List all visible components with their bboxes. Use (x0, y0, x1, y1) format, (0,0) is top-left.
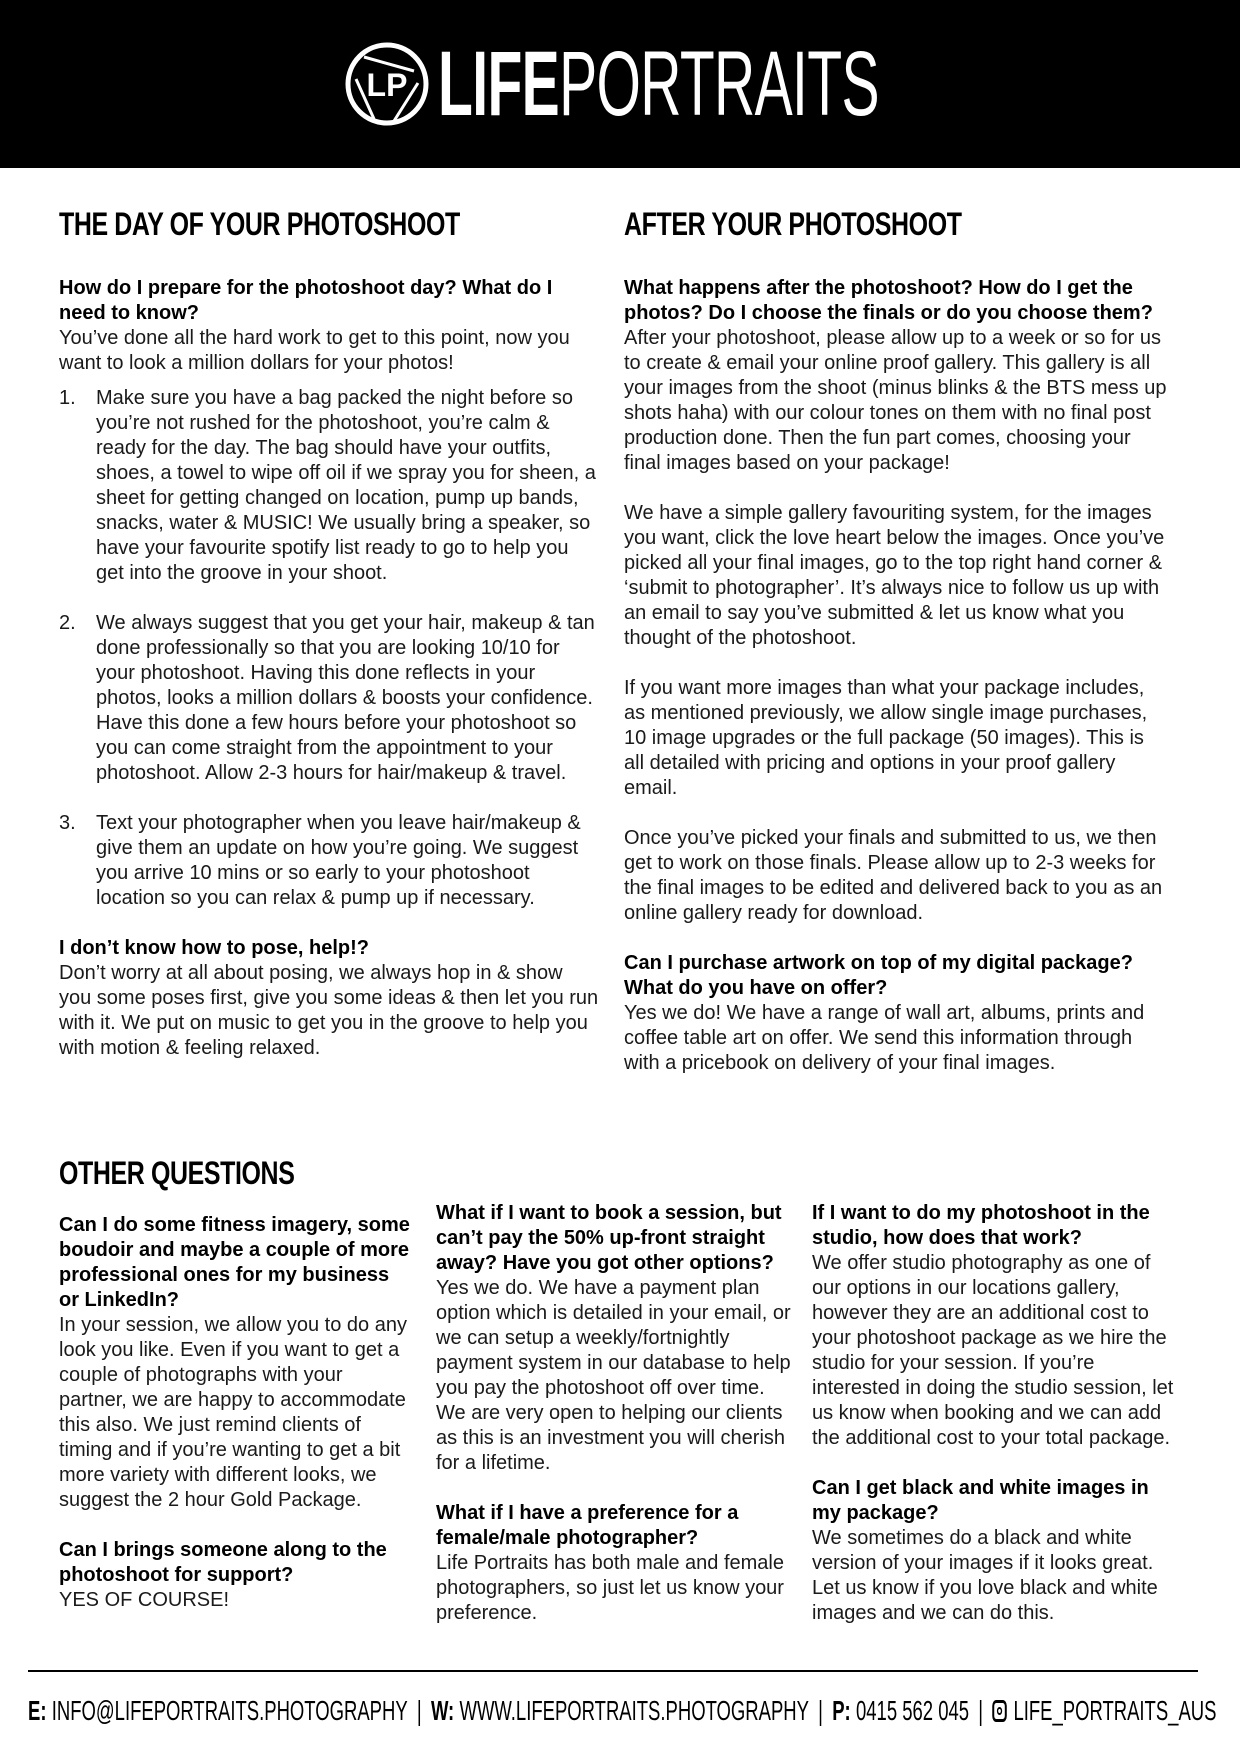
after-question-2: Can I purchase artwork on top of my digital package? What do you have on offer? (624, 952, 1133, 999)
brand-logo (344, 33, 1149, 135)
day-answer-1: You’ve done all the hard work to get to this point, now you want to look a million dollars for your photos! (59, 327, 570, 374)
other-col2-answer-1: Yes we do. We have a payment plan option which is detailed in your email, or we can setup a weekly/fortnightly payment system in our database to help you pay the photoshoot off over time. We are very open to helping our clients as this is an investment you will cherish for a lifetime. (436, 1277, 791, 1474)
footer-divider (28, 1670, 1198, 1672)
phone-label: P: (832, 1695, 851, 1726)
prep-steps-list (59, 386, 599, 911)
website-link[interactable]: WWW.LIFEPORTRAITS.PHOTOGRAPHY (459, 1695, 809, 1726)
other-col1-answer-1: In your session, we allow you to do any look you like. Even if you want to get a couple of photographs with your partner, we are happy to accommodate this also. We just remind clients of timing and if you’re wanting to get a bit more variety with different looks, we suggest the 2 hour Gold Package. (59, 1314, 407, 1511)
other-col-1 (59, 1213, 414, 1613)
after-question-1: What happens after the photoshoot? How do I get the photos? Do I choose the finals or do you choose them? (624, 277, 1153, 324)
step-text: Text your photographer when you leave hair/makeup & give them an update on how you’re going. We suggest you arrive 10 mins or so early to your photoshoot location so you can relax & pump up if necessary. (96, 812, 581, 909)
step-number: 1. (59, 387, 76, 409)
after-paragraph-4: Once you’ve picked your finals and submitted to us, we then get to work on those finals. Please allow up to 2-3 weeks for the final images to be edited and delivered back to you as an online gallery ready for download. (624, 827, 1163, 924)
list-item (59, 386, 599, 586)
day-answer-2: Don’t worry at all about posing, we always hop in & show you some poses first, give you some ideas & then let you run with it. We put on music to get you in the groove to help you with motion & feeling relaxed. (59, 962, 599, 1059)
other-col-3 (812, 1201, 1182, 1626)
other-col1-question-1: Can I do some fitness imagery, some boudoir and maybe a couple of more professional ones for my business or LinkedIn? (59, 1214, 410, 1311)
header-banner (0, 0, 1240, 168)
day-section (59, 206, 599, 1061)
brand-name-light: PORTRAITS (559, 33, 879, 135)
step-number: 2. (59, 612, 76, 634)
after-section (624, 206, 1169, 1076)
other-title-wrap (59, 1155, 459, 1191)
footer-separator: | (978, 1695, 984, 1726)
instagram-link[interactable]: LIFE_PORTRAITS_AUS (1013, 1695, 1217, 1726)
footer-separator: | (818, 1695, 823, 1726)
day-question-1: How do I prepare for the photoshoot day? What do I need to know? (59, 277, 553, 324)
other-col2-answer-2: Life Portraits has both male and female photographers, so just let us know your preference. (436, 1552, 784, 1624)
other-col2-question-1: What if I want to book a session, but can’t pay the 50% up-front straight away? Have you got other options? (436, 1202, 782, 1274)
other-title: OTHER QUESTIONS (59, 1155, 295, 1191)
step-number: 3. (59, 812, 76, 834)
after-answer-2: Yes we do! We have a range of wall art, albums, prints and coffee table art on offer. We send this information through with a pricebook on delivery of your final images. (624, 1002, 1145, 1074)
day-question-2: I don’t know how to pose, help!? (59, 937, 369, 959)
web-label: W: (430, 1695, 455, 1726)
email-label: E: (28, 1695, 47, 1726)
step-text: We always suggest that you get your hair, makeup & tan done professionally so that you are looking 10/10 for your photoshoot. Having this done reflects in your photos, looks a million dollars & boosts your confidence. Have this done a few hours before your photoshoot so you can come straight from the appointment to your photoshoot. Allow 2-3 hours for hair/makeup & travel. (96, 612, 595, 784)
brand-name-bold: LIFE (438, 33, 560, 135)
aperture-logo-icon (344, 41, 430, 127)
other-col-2 (436, 1201, 791, 1626)
email-link[interactable]: INFO@LIFEPORTRAITS.PHOTOGRAPHY (51, 1695, 408, 1726)
after-paragraph-2: We have a simple gallery favouriting system, for the images you want, click the love heart below the images. Once you’ve picked all your final images, go to the top right hand corner & ‘submit to photographer’. It’s always nice to follow us up with an email to say you’ve submitted & let us know what you thought of the photoshoot. (624, 502, 1165, 649)
contact-footer (28, 1693, 1217, 1729)
instagram-icon (992, 1700, 1007, 1722)
other-col3-answer-2: We sometimes do a black and white version of your images if it looks great. Let us know if you love black and white images and we can do this. (812, 1527, 1158, 1624)
after-paragraph-3: If you want more images than what your package includes, as mentioned previously, we allow single image purchases, 10 image upgrades or the full package (50 images). This is all detailed with pricing and options in your proof gallery email. (624, 677, 1148, 799)
after-paragraph-1: After your photoshoot, please allow up to a week or so for us to create & email your online proof gallery. This gallery is all your images from the shoot (minus blinks & the BTS mess up shots haha) with our colour tones on them with no final post production done. Then the fun part comes, choosing your final images based on your package! (624, 327, 1167, 474)
brand-wordmark (438, 33, 879, 135)
phone-link[interactable]: 0415 562 045 (855, 1695, 970, 1726)
other-col1-question-2: Can I brings someone along to the photoshoot for support? (59, 1539, 387, 1586)
other-col1-answer-2: YES OF COURSE! (59, 1589, 230, 1611)
footer-separator: | (416, 1695, 422, 1726)
other-col3-question-1: If I want to do my photoshoot in the studio, how does that work? (812, 1202, 1150, 1249)
other-col3-question-2: Can I get black and white images in my package? (812, 1477, 1149, 1524)
other-col2-question-2: What if I have a preference for a female/male photographer? (436, 1502, 739, 1549)
list-item (59, 611, 599, 786)
list-item (59, 811, 599, 911)
logo-monogram: LP (366, 67, 408, 103)
other-col3-answer-1: We offer studio photography as one of our options in our locations gallery, however they are an additional cost to your photoshoot package as we hire the studio for your session. If you’re interested in doing the studio session, let us know when booking and we can add the additional cost to your total package. (812, 1252, 1174, 1449)
after-title: AFTER YOUR PHOTOSHOOT (624, 206, 962, 242)
step-text: Make sure you have a bag packed the night before so you’re not rushed for the photoshoot, you’re calm & ready for the day. The bag should have your outfits, shoes, a towel to wipe off oil if we spray you for sheen, a sheet for getting changed on location, pump up bands, snacks, water & MUSIC! We usually bring a speaker, so have your favourite spotify list ready to go to help you get into the groove in your shoot. (96, 387, 596, 584)
day-title: THE DAY OF YOUR PHOTOSHOOT (59, 206, 460, 242)
